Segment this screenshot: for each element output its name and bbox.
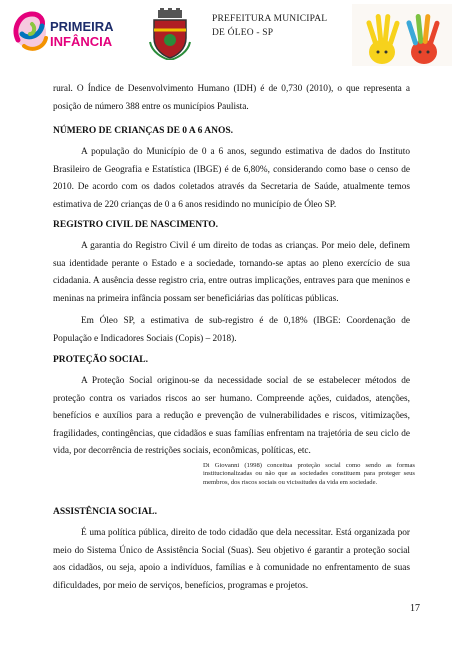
logo-text-line1: PRIMEIRA — [50, 19, 114, 34]
paragraph-social-assistance: É uma política pública, direito de todo cidadão que dela necessitar. Está organizada por meio do Sistema Único de Assistência Social (Suas). Seu objetivo é garantir a proteção social aos cidadãos, ou seja, apoio a indivíduos, famílias e à comunidade no enfrentamento de suas dificuldades, por meio de serviços, benefícios, programas e projetos. — [53, 528, 410, 591]
logo-text-line2: INFÂNCIA — [50, 34, 113, 49]
heading-social-assistance: ASSISTÊNCIA SOCIAL. — [53, 507, 158, 517]
page-header — [0, 0, 459, 70]
municipality-line2: DE ÓLEO - SP — [212, 28, 274, 38]
paragraph-population: A população do Município de 0 a 6 anos, segundo estimativa de dados do Instituto Brasileiro de Geografia e Estatística (IBGE) é de 6,80%, considerando como base o censo de 2010. De acordo com os dados coletados através da Secretaria de Saúde, atualmente temos estimativa de 220 crianças de 0 a 6 anos residindo no município de Óleo SP. — [53, 147, 410, 210]
municipality-line1: PREFEITURA MUNICIPAL — [212, 14, 328, 24]
heading-social-protection: PROTEÇÃO SOCIAL. — [53, 355, 149, 365]
paragraph-civil-registry: A garantia do Registro Civil é um direito de todas as crianças. Por meio dele, definem sua identidade perante o Estado e a sociedade, tornando-se aptas ao pleno exercício de sua cidadania. A ausência desse registro cria, entre outras implicações, entraves para que meninos e meninas na primeira infância possam ser beneficiárias das políticas públicas. — [53, 241, 410, 304]
paragraph-sub-registry: Em Óleo SP, a estimativa de sub-registro é de 0,18% (IBGE: Coordenação de População e Indicadores Sociais (Copis) – 2018). — [53, 316, 410, 344]
paragraph-social-protection: A Proteção Social originou-se da necessidade social de se estabelecer métodos de proteção contra os variados riscos ao ser humano. Compreende ações, cuidados, atenções, benefícios e auxílios para a redução e prevenção de vulnerabilidades e riscos, vitimizações, fragilidades, contingências, que cidadãos e suas famílias enfrentam na trajetória de seu ciclo de vida, por decorrência de restrições sociais, econômicas, políticas, etc. — [53, 376, 410, 456]
page-number: 17 — [410, 603, 420, 614]
painted-hands-image — [352, 4, 452, 66]
heading-civil-registry: REGISTRO CIVIL DE NASCIMENTO. — [53, 220, 219, 230]
municipal-crest-icon — [148, 8, 192, 60]
paragraph-idh: rural. O Índice de Desenvolvimento Humano (IDH) é de 0,730 (2010), o que representa a posição de número 388 entre os municípios Paulista. — [53, 84, 410, 112]
block-quote: Di Giovanni (1998) conceitua proteção social como sendo as formas institucionalizadas ou não que as sociedades constituem para proteger seus membros, dos riscos sociais ou vicissitudes da vida em sociedade. — [203, 462, 415, 486]
primeira-infancia-logo — [10, 6, 128, 58]
municipality-header — [212, 12, 327, 40]
heading-children-count: NÚMERO DE CRIANÇAS DE 0 A 6 ANOS. — [53, 126, 233, 136]
